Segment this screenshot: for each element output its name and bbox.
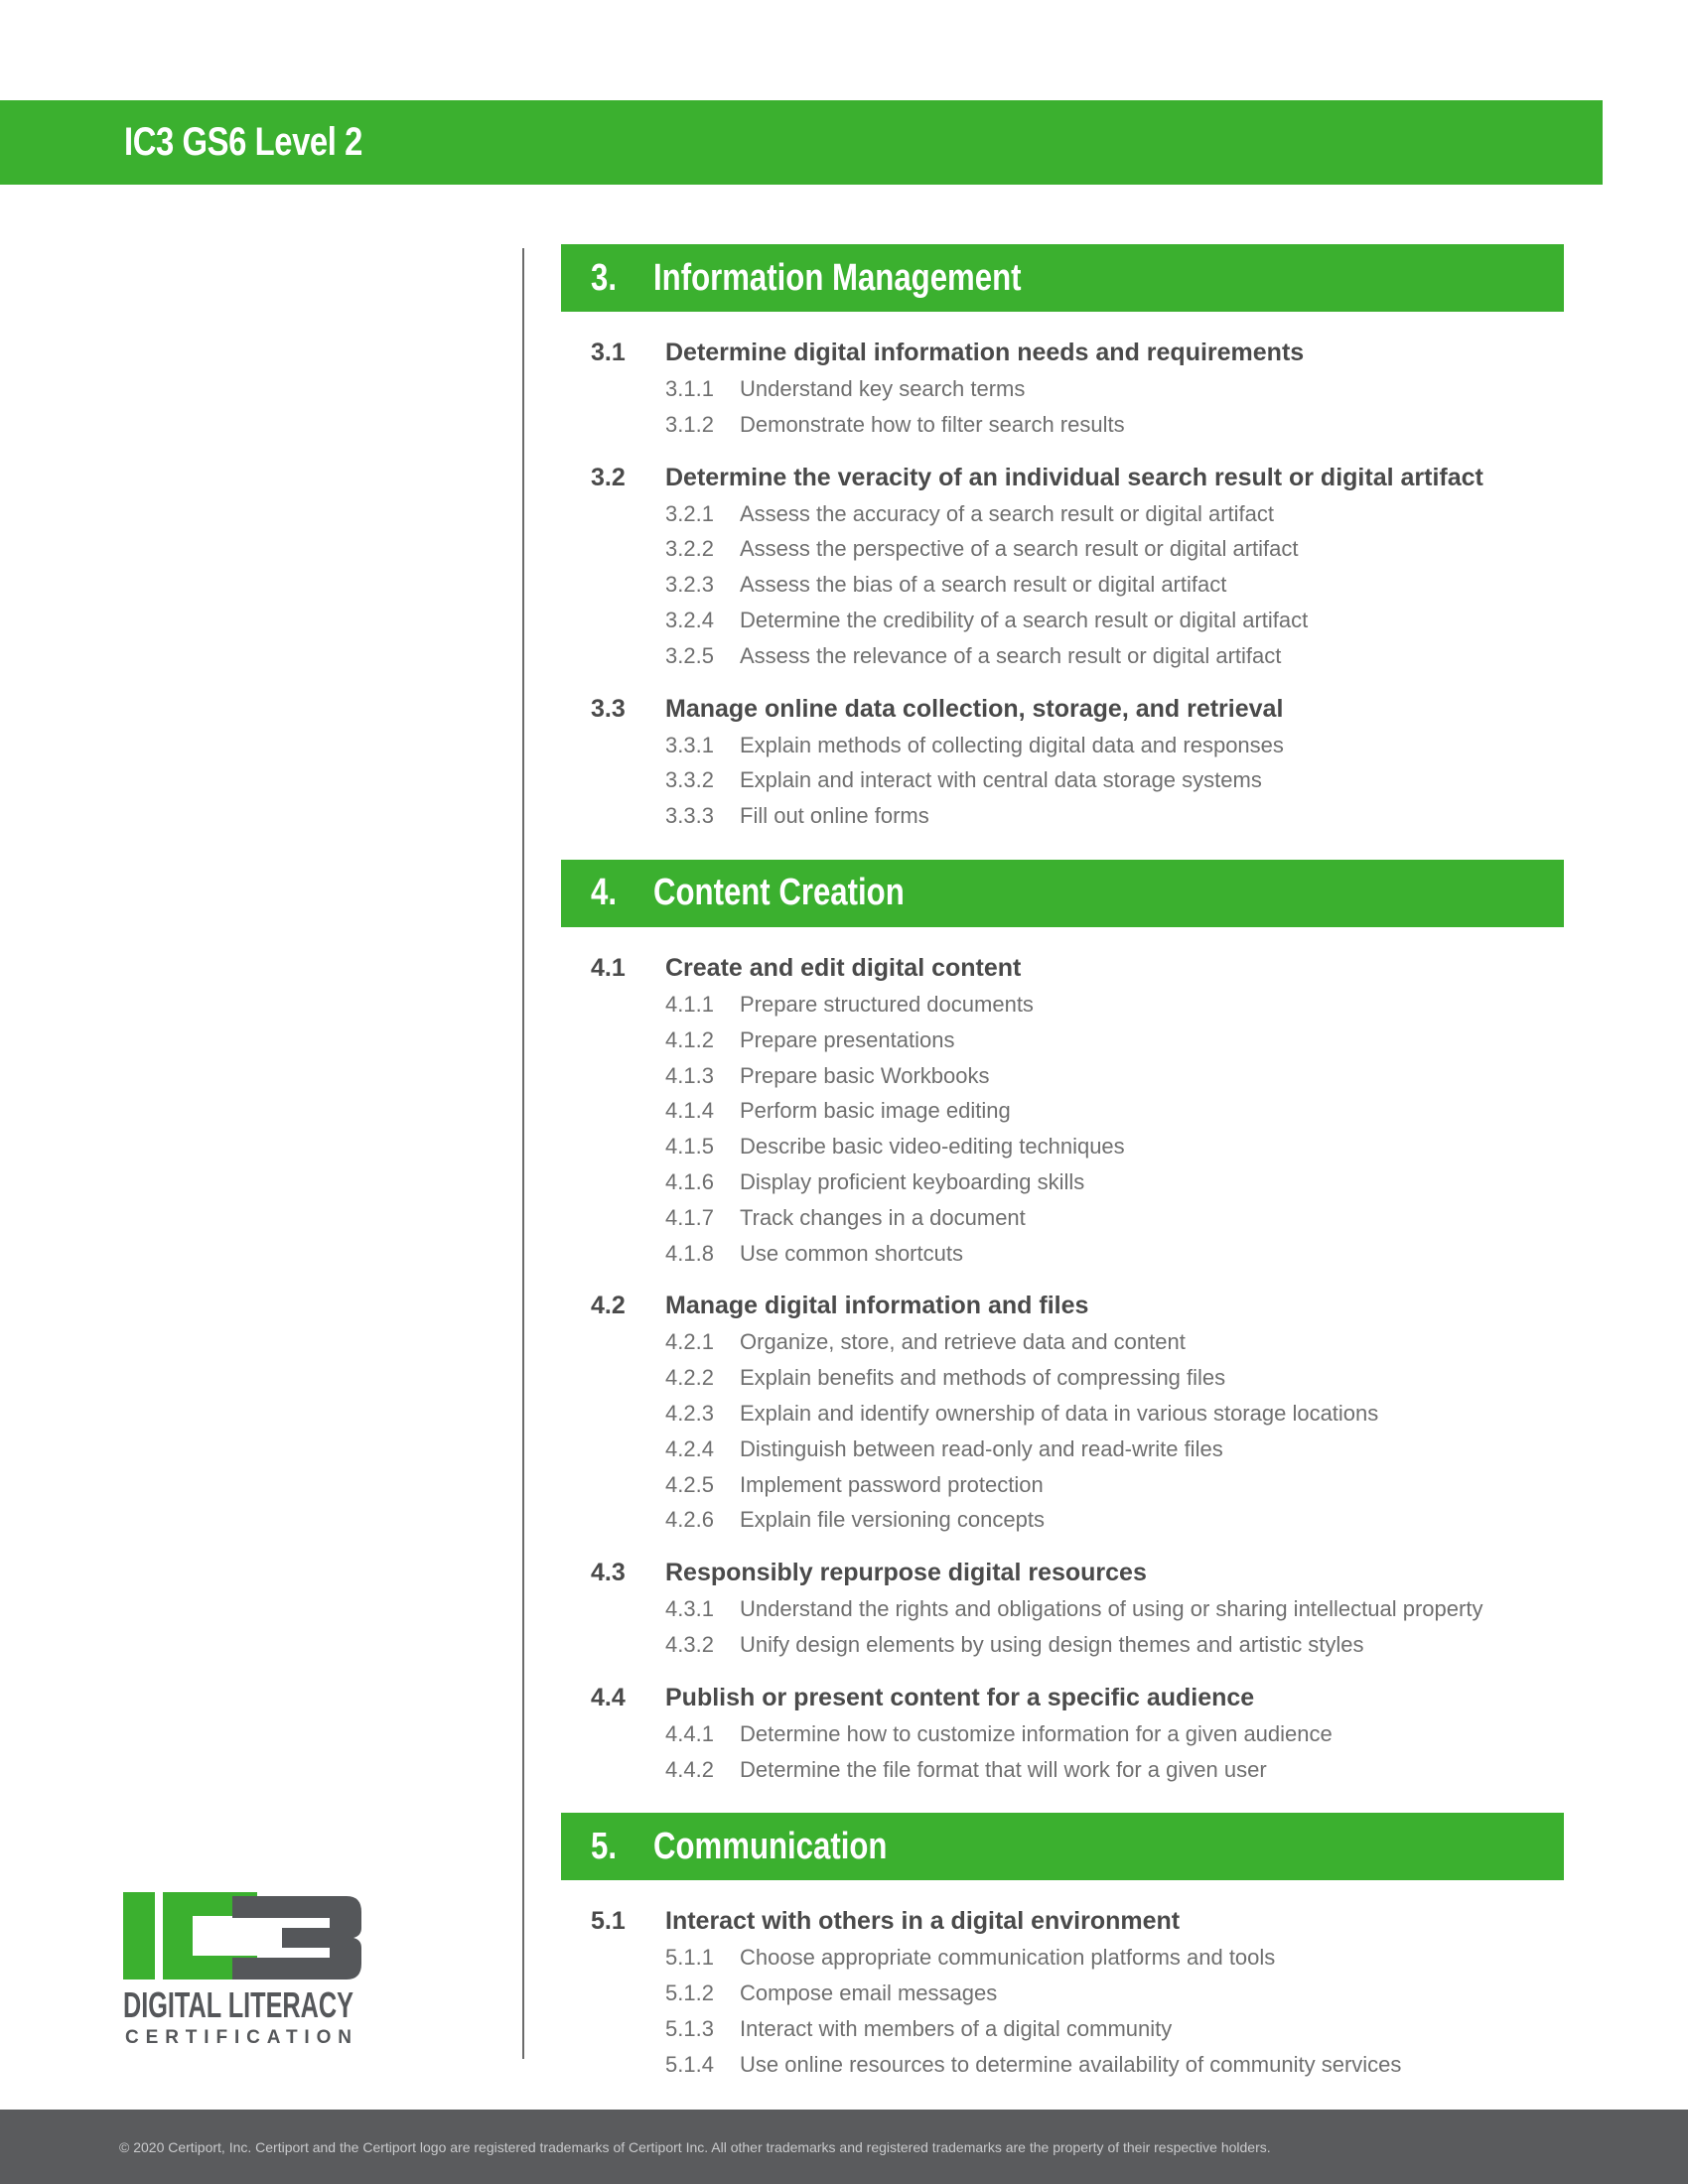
logo-line2: CERTIFICATION xyxy=(125,2027,352,2048)
section-spacer xyxy=(561,2099,1564,2109)
section-title: Content Creation xyxy=(653,872,905,914)
objective-item xyxy=(561,1360,1564,1396)
objective-number: 3.3.3 xyxy=(665,803,714,829)
objective-item xyxy=(561,1023,1564,1058)
objective-number: 4.4.2 xyxy=(665,1756,714,1782)
objective-item xyxy=(561,1093,1564,1129)
objective-number: 4.2.5 xyxy=(665,1471,714,1497)
topic-block xyxy=(561,1902,1564,2082)
section-title: Information Management xyxy=(653,256,1022,299)
objective-label: Organize, store, and retrieve data and content xyxy=(740,1329,1186,1355)
topic-heading xyxy=(561,334,1564,371)
objective-number: 4.2.6 xyxy=(665,1507,714,1533)
objective-label: Determine the file format that will work for a given user xyxy=(740,1756,1267,1782)
topic-block xyxy=(561,1679,1564,1788)
objective-item xyxy=(561,798,1564,834)
objective-label: Prepare basic Workbooks xyxy=(740,1062,990,1088)
objective-item xyxy=(561,762,1564,798)
objective-label: Explain and identify ownership of data in various storage locations xyxy=(740,1400,1379,1426)
objective-number: 5.1.4 xyxy=(665,2051,714,2077)
objective-item xyxy=(561,407,1564,443)
topic-block xyxy=(561,334,1564,443)
objective-label: Interact with members of a digital community xyxy=(740,2015,1173,2041)
objective-label: Implement password protection xyxy=(740,1471,1044,1497)
logo-line1: DIGITAL LITERACY xyxy=(123,1984,353,2025)
objective-item xyxy=(561,2047,1564,2083)
objective-label: Perform basic image editing xyxy=(740,1098,1011,1124)
topic-label: Interact with others in a digital environment xyxy=(665,1907,1181,1936)
objective-label: Use online resources to determine availability of community services xyxy=(740,2051,1402,2077)
objective-label: Unify design elements by using design themes and artistic styles xyxy=(740,1631,1364,1657)
section-spacer xyxy=(561,850,1564,860)
objective-item xyxy=(561,2011,1564,2047)
objective-number: 3.1.2 xyxy=(665,411,714,437)
topic-label: Create and edit digital content xyxy=(665,953,1022,982)
header-band xyxy=(0,100,1603,185)
objective-label: Understand key search terms xyxy=(740,376,1026,401)
objective-number: 3.3.1 xyxy=(665,732,714,757)
objective-number: 4.1.6 xyxy=(665,1168,714,1194)
topic-number: 4.3 xyxy=(591,1559,626,1587)
objective-label: Assess the relevance of a search result or digital artifact xyxy=(740,642,1282,668)
objective-item xyxy=(561,1467,1564,1503)
section-number: 4. xyxy=(591,872,617,914)
objective-item xyxy=(561,531,1564,567)
objective-label: Compose email messages xyxy=(740,1980,998,2006)
objective-item xyxy=(561,1058,1564,1094)
objective-label: Assess the perspective of a search result or digital artifact xyxy=(740,536,1299,562)
objective-item xyxy=(561,1716,1564,1752)
objective-label: Explain and interact with central data storage systems xyxy=(740,767,1262,793)
topic-label: Publish or present content for a specific audience xyxy=(665,1683,1255,1711)
objective-number: 4.3.2 xyxy=(665,1631,714,1657)
objective-number: 3.3.2 xyxy=(665,767,714,793)
section-header xyxy=(561,1813,1564,1880)
topic-number: 3.1 xyxy=(591,339,626,366)
objective-item xyxy=(561,567,1564,603)
objective-label: Explain methods of collecting digital data and responses xyxy=(740,732,1284,757)
topic-block xyxy=(561,949,1564,1271)
objective-item xyxy=(561,1432,1564,1467)
objective-number: 4.2.1 xyxy=(665,1329,714,1355)
objective-number: 3.1.1 xyxy=(665,376,714,401)
objective-item xyxy=(561,1396,1564,1432)
objective-number: 3.2.4 xyxy=(665,607,714,632)
objective-number: 5.1.3 xyxy=(665,2015,714,2041)
objective-item xyxy=(561,1200,1564,1236)
objective-label: Track changes in a document xyxy=(740,1204,1026,1230)
objective-item xyxy=(561,728,1564,763)
objective-number: 5.1.1 xyxy=(665,1945,714,1971)
objective-item xyxy=(561,1976,1564,2011)
objective-label: Prepare presentations xyxy=(740,1026,955,1052)
topic-heading xyxy=(561,949,1564,987)
objective-number: 3.2.2 xyxy=(665,536,714,562)
objective-label: Determine how to customize information for a given audience xyxy=(740,1720,1333,1746)
topic-number: 4.4 xyxy=(591,1683,626,1711)
objective-item xyxy=(561,1591,1564,1627)
topic-heading xyxy=(561,1902,1564,1940)
section-header xyxy=(561,860,1564,927)
footer xyxy=(0,2110,1688,2184)
objective-number: 4.1.3 xyxy=(665,1062,714,1088)
objective-label: Display proficient keyboarding skills xyxy=(740,1168,1085,1194)
objective-label: Assess the accuracy of a search result or digital artifact xyxy=(740,500,1275,526)
objective-item xyxy=(561,1129,1564,1164)
section-number: 3. xyxy=(591,256,617,299)
objective-label: Explain file versioning concepts xyxy=(740,1507,1045,1533)
topic-block xyxy=(561,1554,1564,1663)
objective-number: 4.2.3 xyxy=(665,1400,714,1426)
objective-number: 3.2.5 xyxy=(665,642,714,668)
objective-number: 4.3.1 xyxy=(665,1596,714,1622)
topic-heading xyxy=(561,1287,1564,1324)
objective-number: 4.2.4 xyxy=(665,1435,714,1461)
section-spacer xyxy=(561,1803,1564,1813)
objective-number: 4.1.4 xyxy=(665,1098,714,1124)
topic-heading xyxy=(561,1554,1564,1591)
objective-item xyxy=(561,1627,1564,1663)
objective-item xyxy=(561,603,1564,638)
objective-item xyxy=(561,638,1564,674)
objective-label: Choose appropriate communication platforms and tools xyxy=(740,1945,1276,1971)
objective-number: 4.1.7 xyxy=(665,1204,714,1230)
objective-item xyxy=(561,496,1564,532)
objective-number: 5.1.2 xyxy=(665,1980,714,2006)
ic3-logo-mark xyxy=(123,1892,361,1979)
objective-label: Use common shortcuts xyxy=(740,1240,963,1266)
objective-number: 4.1.2 xyxy=(665,1026,714,1052)
section-title: Communication xyxy=(653,1825,888,1867)
topic-heading xyxy=(561,1679,1564,1716)
objective-number: 3.2.1 xyxy=(665,500,714,526)
objective-item xyxy=(561,1164,1564,1200)
objective-number: 3.2.3 xyxy=(665,572,714,598)
objective-item xyxy=(561,987,1564,1023)
objective-item xyxy=(561,1502,1564,1538)
objective-item xyxy=(561,1940,1564,1976)
objective-label: Fill out online forms xyxy=(740,803,929,829)
vertical-divider xyxy=(522,248,524,2059)
topic-label: Manage digital information and files xyxy=(665,1292,1089,1320)
objective-label: Demonstrate how to filter search results xyxy=(740,411,1125,437)
objective-label: Understand the rights and obligations of using or sharing intellectual property xyxy=(740,1596,1483,1622)
objective-item xyxy=(561,371,1564,407)
topic-number: 3.2 xyxy=(591,463,626,491)
topic-block xyxy=(561,690,1564,834)
objective-item xyxy=(561,1236,1564,1272)
topic-number: 4.2 xyxy=(591,1292,626,1320)
page-title: IC3 GS6 Level 2 xyxy=(124,120,362,164)
topic-block xyxy=(561,1287,1564,1538)
topic-heading xyxy=(561,459,1564,496)
objective-number: 4.2.2 xyxy=(665,1365,714,1391)
topic-label: Manage online data collection, storage, and retrieval xyxy=(665,694,1284,723)
objective-item xyxy=(561,1324,1564,1360)
section-number: 5. xyxy=(591,1825,617,1867)
objective-label: Distinguish between read-only and read-write files xyxy=(740,1435,1223,1461)
topic-number: 3.3 xyxy=(591,694,626,723)
copyright-text: © 2020 Certiport, Inc. Certiport and the Certiport logo are registered trademarks of Certiport Inc. All other trademarks and registered trademarks are the property of their respective holders. xyxy=(119,2138,1271,2155)
objective-item xyxy=(561,1752,1564,1788)
objective-label: Assess the bias of a search result or digital artifact xyxy=(740,572,1227,598)
topic-heading xyxy=(561,690,1564,728)
objective-number: 4.1.5 xyxy=(665,1134,714,1160)
topic-number: 5.1 xyxy=(591,1907,626,1936)
objective-number: 4.1.8 xyxy=(665,1240,714,1266)
objective-label: Describe basic video-editing techniques xyxy=(740,1134,1125,1160)
topic-number: 4.1 xyxy=(591,953,626,982)
objective-label: Explain benefits and methods of compressing files xyxy=(740,1365,1226,1391)
objective-number: 4.4.1 xyxy=(665,1720,714,1746)
topic-label: Responsibly repurpose digital resources xyxy=(665,1559,1147,1587)
topic-label: Determine the veracity of an individual search result or digital artifact xyxy=(665,463,1483,491)
ic3-logo xyxy=(123,1892,361,2051)
objectives-list xyxy=(561,244,1564,2109)
objective-label: Prepare structured documents xyxy=(740,991,1034,1017)
section-header xyxy=(561,244,1564,312)
objective-label: Determine the credibility of a search result or digital artifact xyxy=(740,607,1309,632)
topic-block xyxy=(561,459,1564,674)
topic-label: Determine digital information needs and requirements xyxy=(665,339,1305,366)
objective-number: 4.1.1 xyxy=(665,991,714,1017)
